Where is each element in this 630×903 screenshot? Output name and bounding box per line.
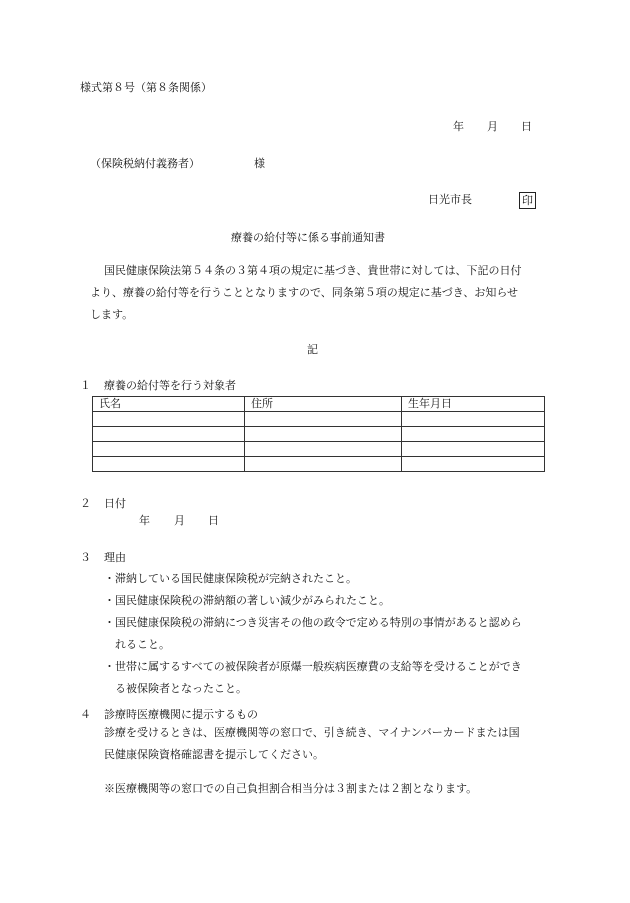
cell-address[interactable] — [245, 427, 402, 442]
intro-line: より、療養の給付等を行うこととなりますので、同条第５項の規定に基づき、お知らせ — [90, 286, 519, 299]
section-4-line: 診療を受けるときは、医療機関等の窓口で、引き続き、マイナンバーカードまたは国 — [104, 726, 520, 739]
issuer-name: 日光市長 — [428, 193, 472, 206]
cell-birthdate[interactable] — [402, 412, 545, 427]
cell-name[interactable] — [93, 457, 245, 472]
section-3-number: ３ — [80, 551, 91, 564]
section-3-title: 理由 — [104, 551, 126, 564]
target-persons-table — [92, 396, 545, 472]
section-4-line: 民健康保険資格確認書を提示してください。 — [104, 748, 324, 761]
reason-item: れること。 — [104, 638, 170, 651]
date-year: 年 — [453, 120, 464, 133]
reason-item: ・滞納している国民健康保険税が完納されたこと。 — [104, 572, 357, 585]
intro-line: します。 — [90, 308, 134, 321]
section-2-year: 年 — [139, 514, 150, 527]
section-2-month: 月 — [174, 514, 185, 527]
date-month: 月 — [487, 120, 498, 133]
addressee-label: （保険税納付義務者） — [90, 157, 200, 170]
document-title: 療養の給付等に係る事前通知書 — [231, 231, 385, 244]
cell-address[interactable] — [245, 412, 402, 427]
ki-marker: 記 — [307, 343, 318, 356]
header-address: 住所 — [245, 397, 402, 412]
table-row — [93, 427, 545, 442]
section-2-day: 日 — [208, 514, 219, 527]
seal-stamp: 印 — [519, 192, 536, 209]
section-4-number: ４ — [80, 708, 91, 721]
form-number: 様式第８号（第８条関係） — [80, 81, 212, 94]
cell-name[interactable] — [93, 442, 245, 457]
reason-item: る被保険者となったこと。 — [104, 682, 247, 695]
reason-item: ・国民健康保険税の滞納につき災害その他の政令で定める特別の事情があると認めら — [104, 616, 522, 629]
section-2-number: ２ — [80, 497, 91, 510]
section-1-title: 療養の給付等を行う対象者 — [104, 379, 236, 392]
cell-name[interactable] — [93, 412, 245, 427]
section-1-number: １ — [80, 379, 91, 392]
reason-item: ・世帯に属するすべての被保険者が原爆一般疾病医療費の支給等を受けることができ — [104, 660, 522, 673]
table-row — [93, 457, 545, 472]
copay-note: ※医療機関等の窓口での自己負担割合相当分は３割または２割となります。 — [104, 782, 478, 795]
cell-address[interactable] — [245, 442, 402, 457]
header-name: 氏名 — [93, 397, 245, 412]
section-4-title: 診療時医療機関に提示するもの — [104, 708, 258, 721]
header-birthdate: 生年月日 — [402, 397, 545, 412]
reason-item: ・国民健康保険税の滞納額の著しい減少がみられたこと。 — [104, 594, 390, 607]
cell-address[interactable] — [245, 457, 402, 472]
table-header-row — [93, 397, 545, 412]
section-2-title: 日付 — [104, 497, 126, 510]
cell-birthdate[interactable] — [402, 457, 545, 472]
intro-line: 国民健康保険法第５４条の３第４項の規定に基づき、貴世帯に対しては、下記の日付 — [104, 264, 522, 277]
table-row — [93, 442, 545, 457]
date-day: 日 — [521, 120, 532, 133]
cell-name[interactable] — [93, 427, 245, 442]
cell-birthdate[interactable] — [402, 427, 545, 442]
table-row — [93, 412, 545, 427]
addressee-honorific: 様 — [254, 157, 265, 170]
cell-birthdate[interactable] — [402, 442, 545, 457]
